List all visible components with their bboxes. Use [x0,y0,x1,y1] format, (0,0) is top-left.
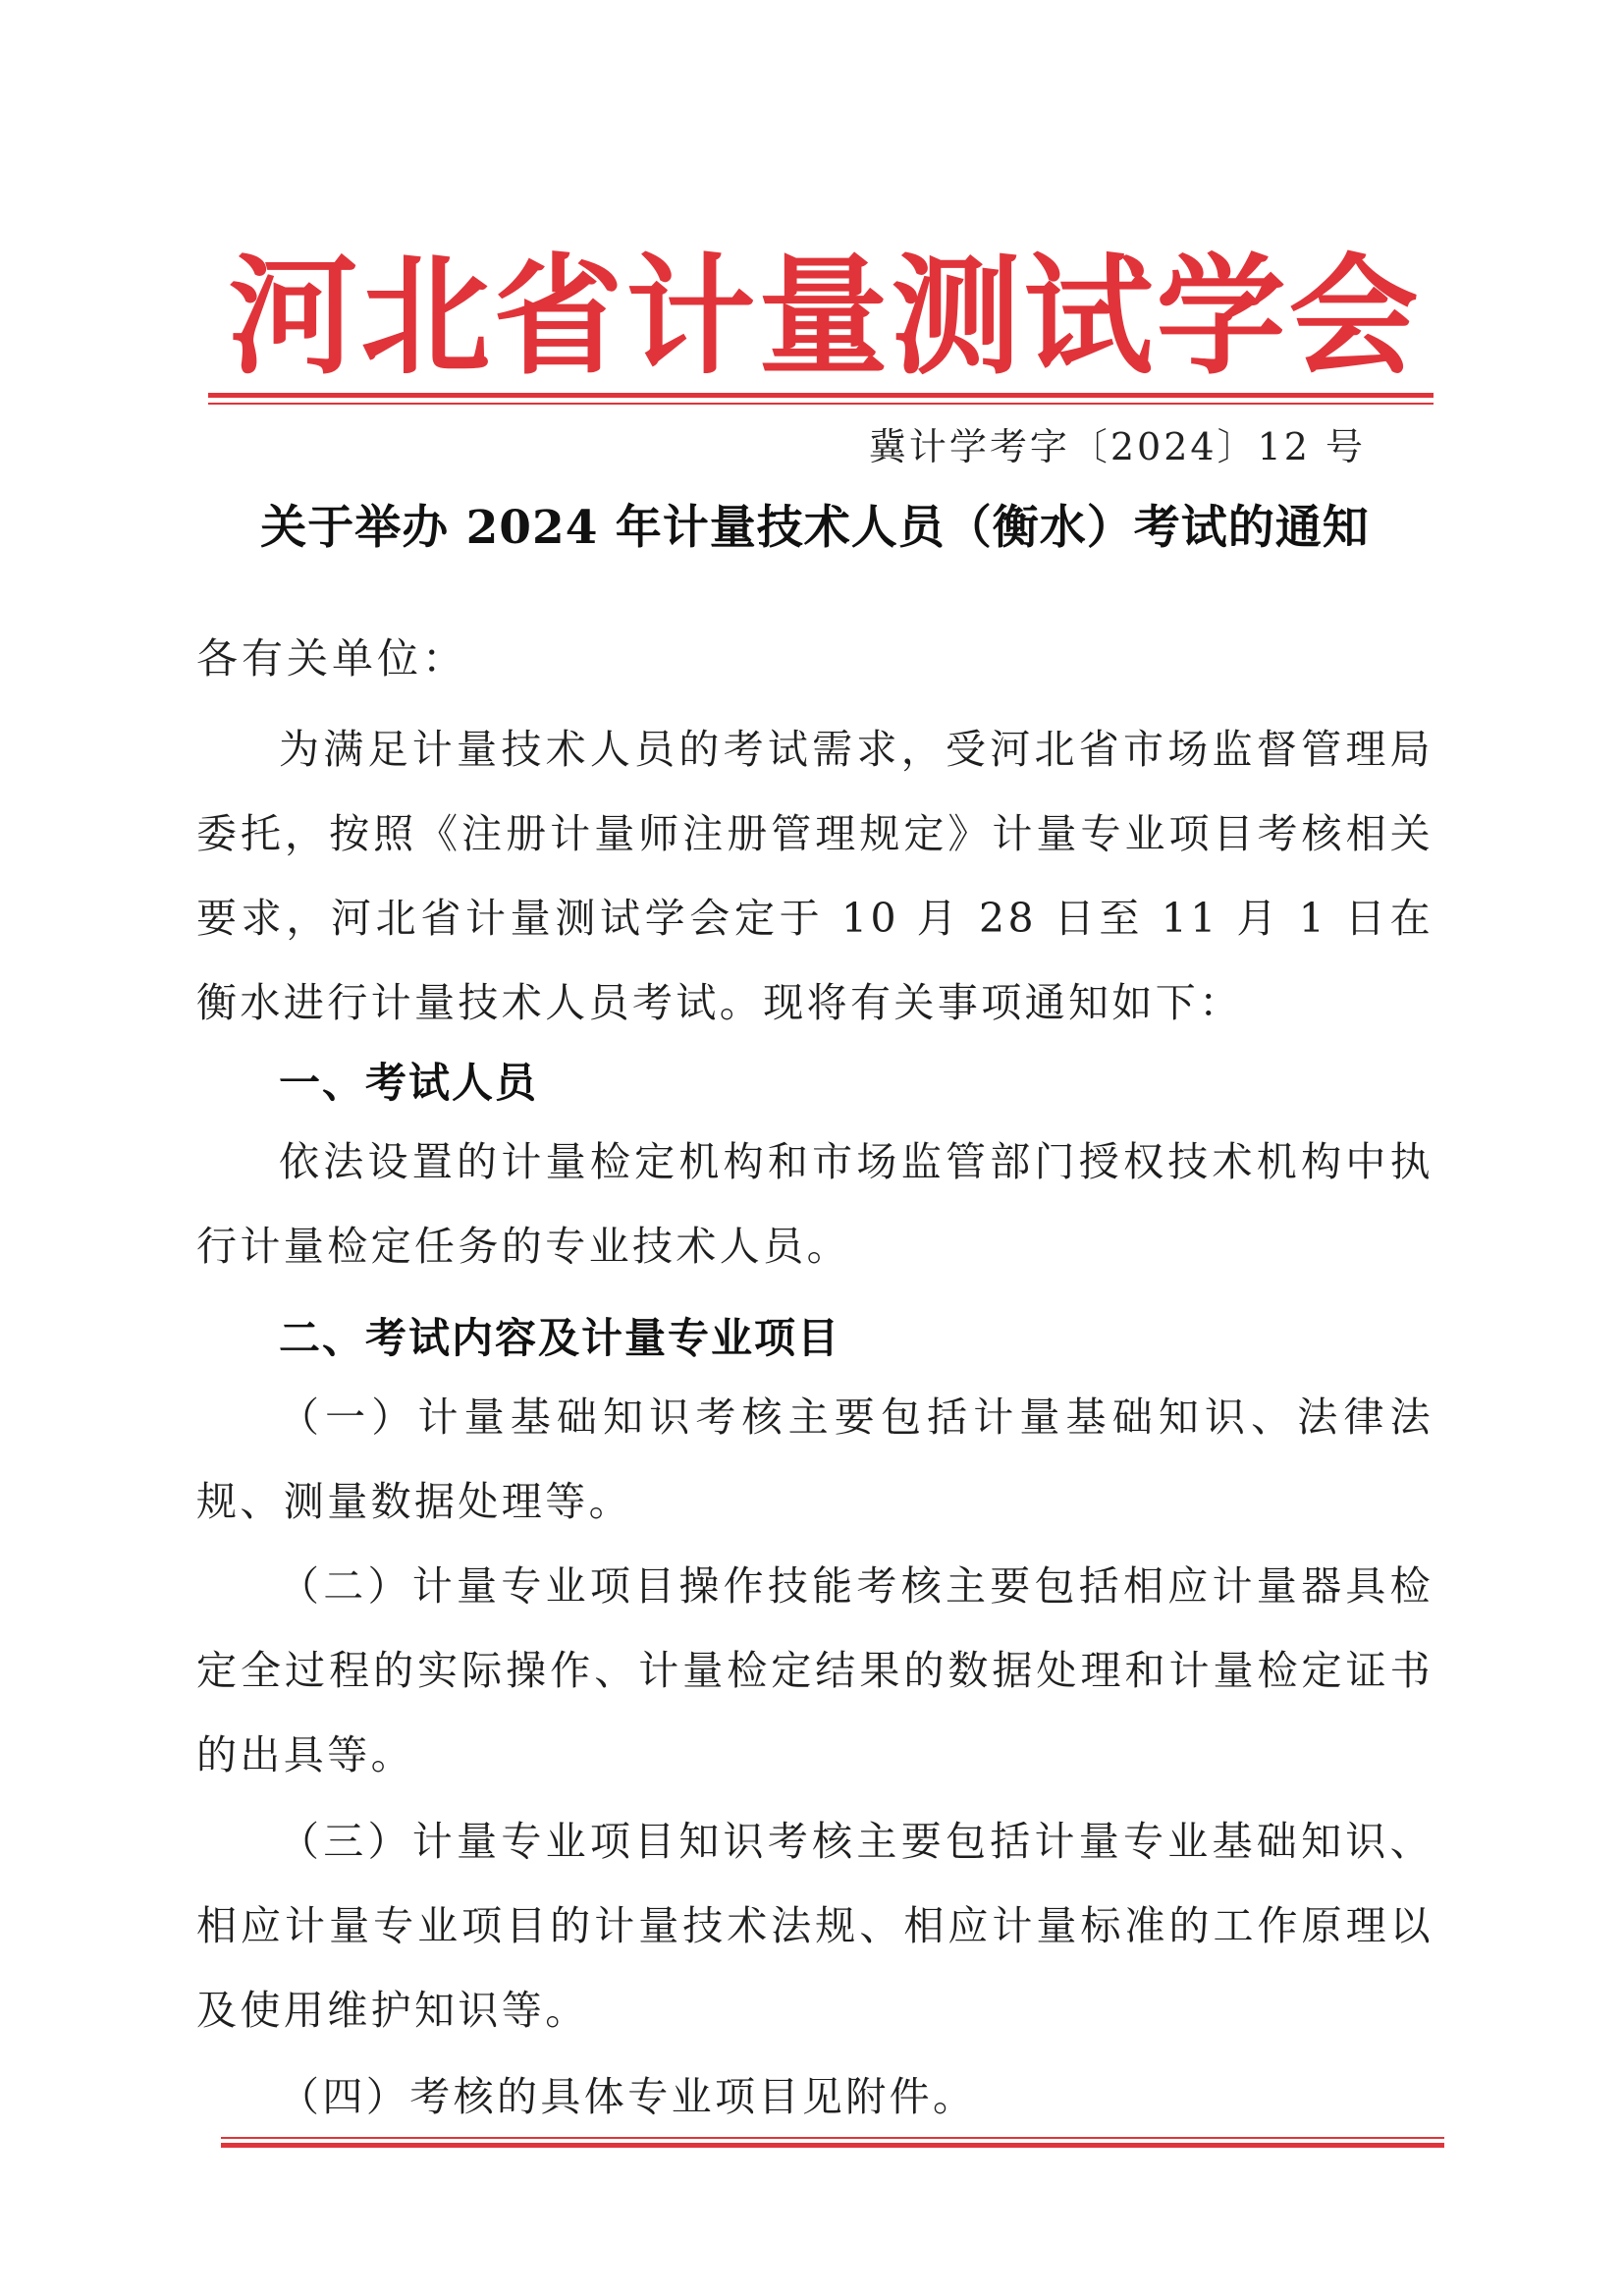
footer-rule-thick [221,2143,1444,2148]
notice-title: 关于举办 2024 年计量技术人员（衡水）考试的通知 [260,501,1370,555]
intro-paragraph: 为满足计量技术人员的考试需求，受河北省市场监督管理局委托，按照《注册计量师注册管理规定》计量专业项目考核相关要求，河北省计量测试学会定于 10 月 28 日至 11 月 1 日在衡水进行计量技术人员考试。现将有关事项通知如下： [196,726,1434,1026]
footer-rule-thin [221,2137,1444,2139]
section-paragraph: （三）计量专业项目知识考核主要包括计量专业基础知识、相应计量专业项目的计量技术法规、相应计量标准的工作原理以及使用维护知识等。 [196,1818,1434,2034]
masthead-org-name: 河北省计量测试学会 [228,242,1422,393]
masthead-rule-thick [208,393,1434,398]
salutation: 各有关单位： [196,634,468,683]
section-paragraph: 依法设置的计量检定机构和市场监管部门授权技术机构中执行计量检定任务的专业技术人员。 [196,1138,1434,1270]
document-number: 冀计学考字〔2024〕12 号 [868,425,1366,468]
section-heading-examinees: 一、考试人员 [279,1059,539,1107]
section-paragraph: （一）计量基础知识考核主要包括计量基础知识、法律法规、测量数据处理等。 [196,1394,1434,1525]
section-paragraph: （二）计量专业项目操作技能考核主要包括相应计量器具检定全过程的实际操作、计量检定结果的数据处理和计量检定证书的出具等。 [196,1562,1434,1778]
section-paragraph: （四）考核的具体专业项目见附件。 [279,2073,977,2120]
section-heading-content: 二、考试内容及计量专业项目 [279,1314,841,1362]
masthead-rule-thin [208,403,1434,405]
